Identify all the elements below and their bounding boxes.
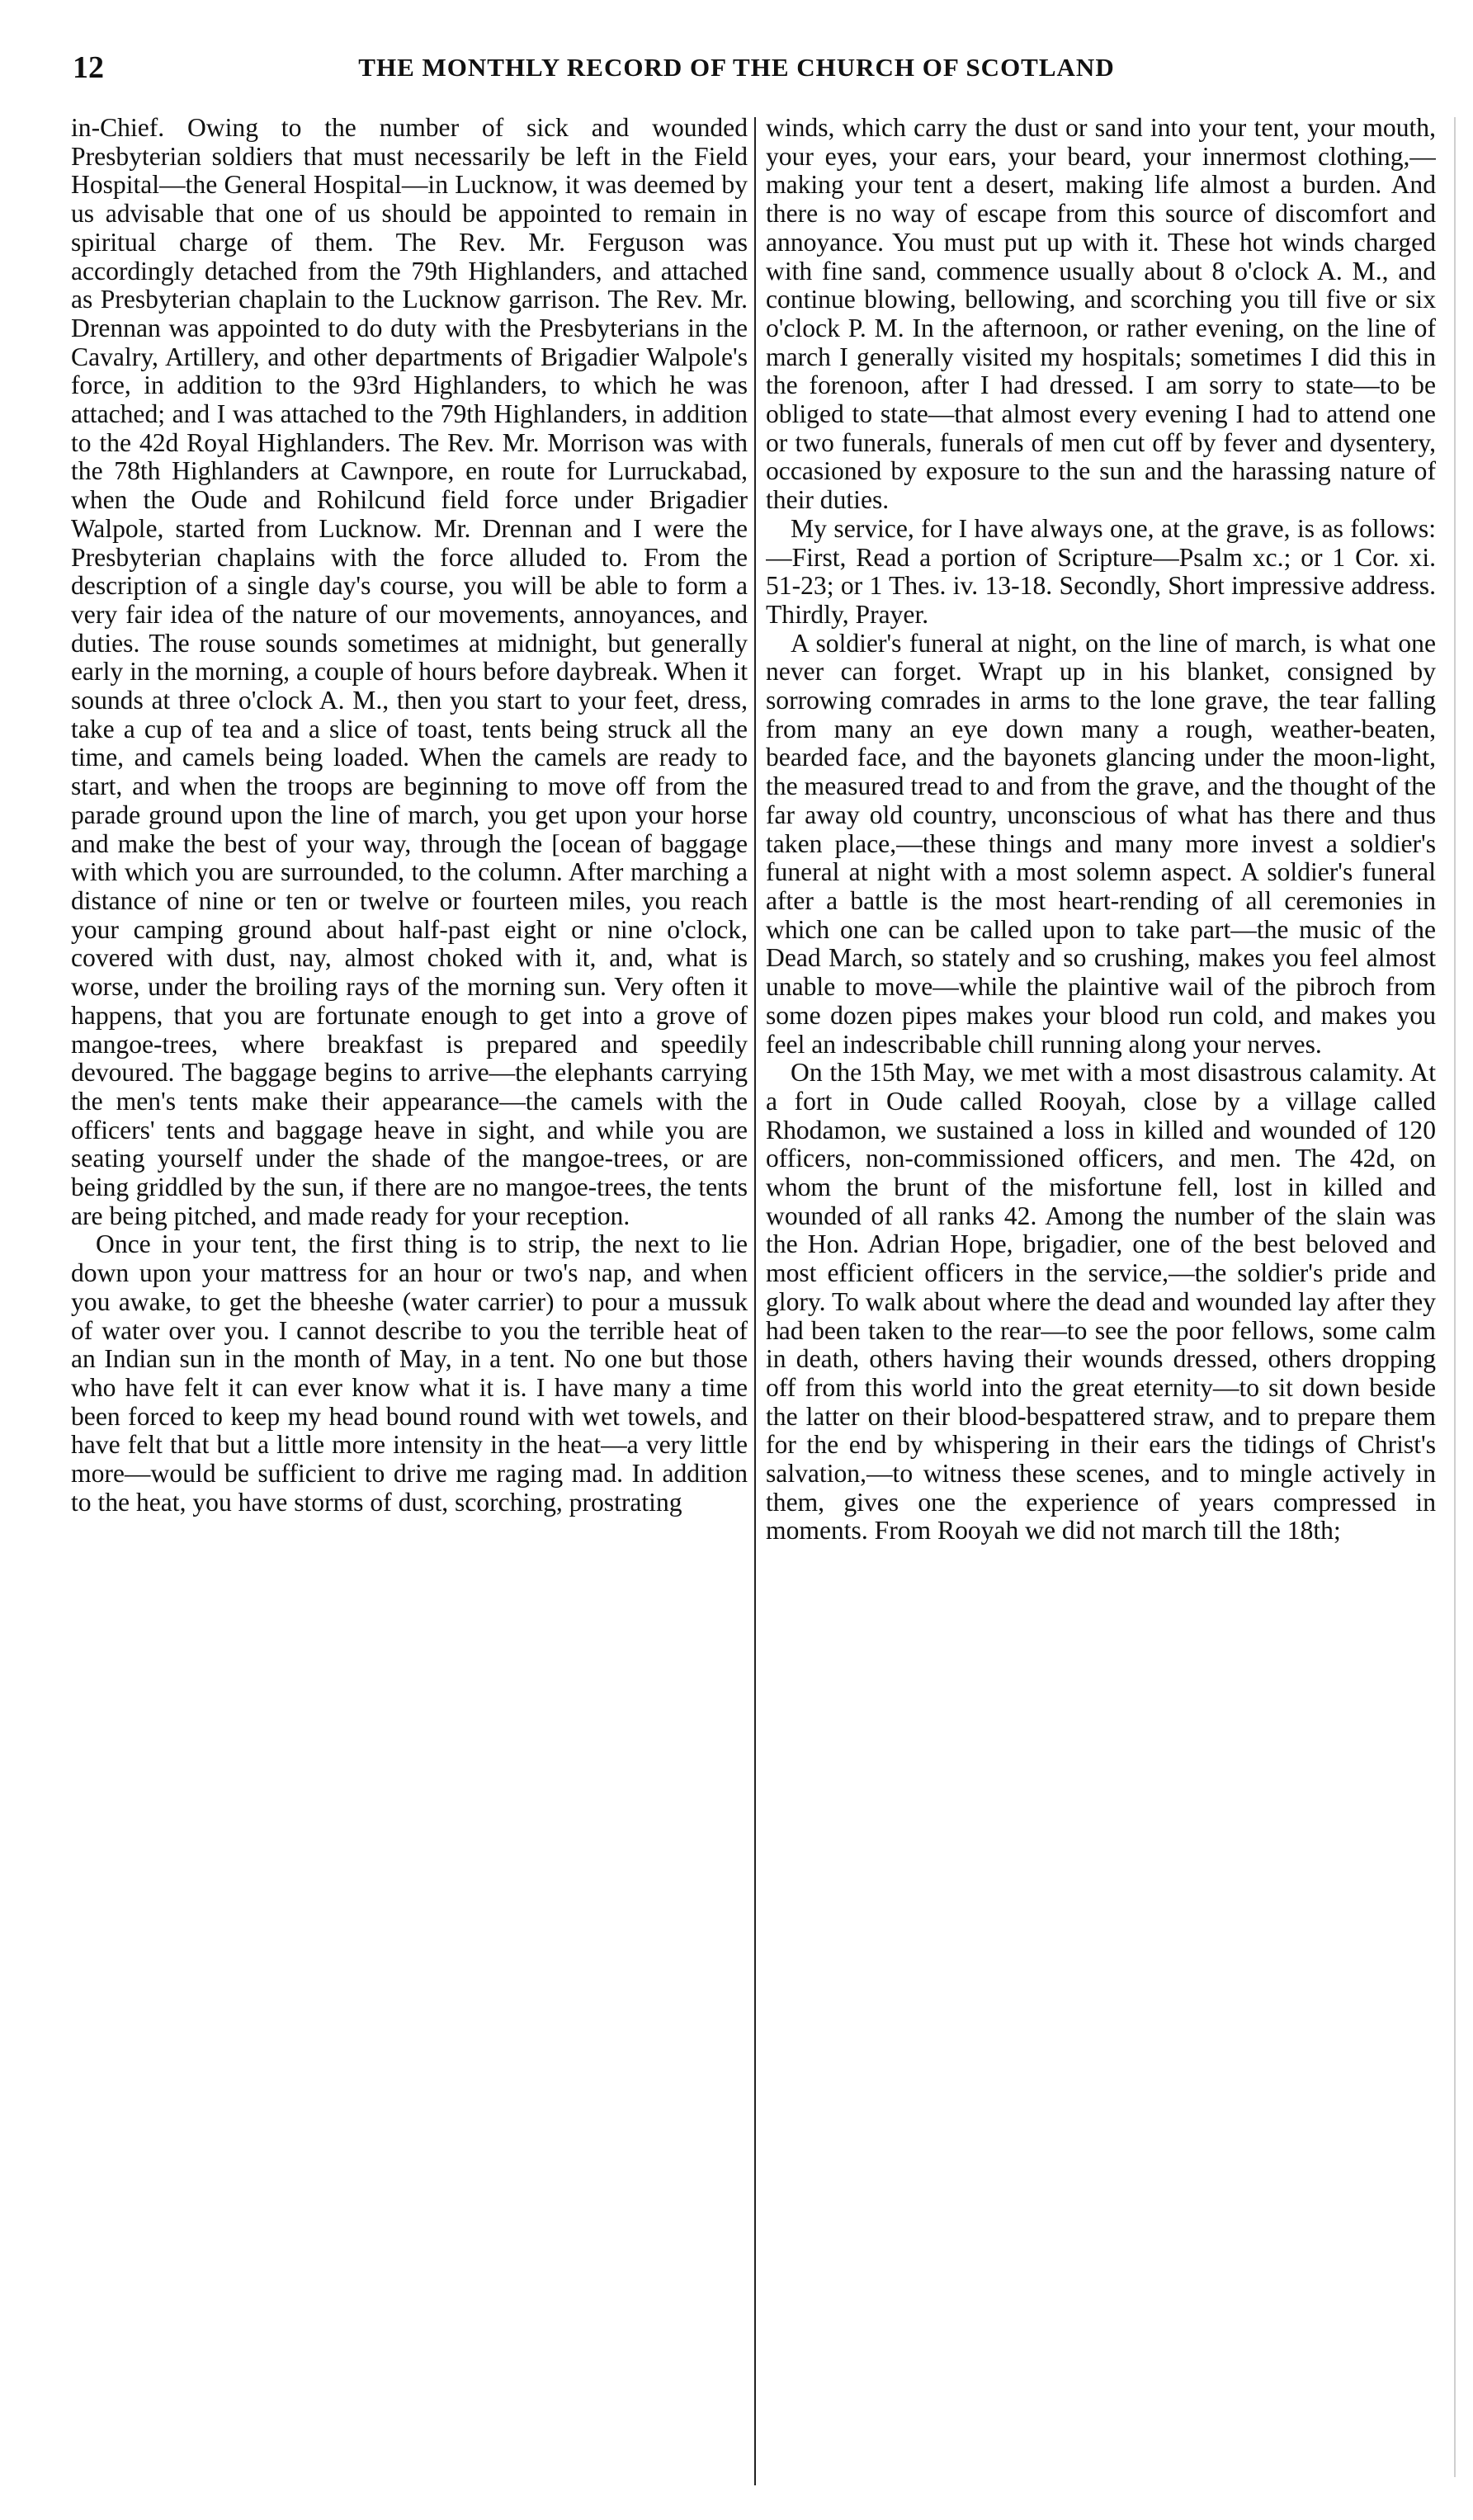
column-divider xyxy=(754,117,756,2485)
running-title: THE MONTHLY RECORD OF THE CHURCH OF SCOTLAND xyxy=(358,53,1115,82)
page-number: 12 xyxy=(73,50,104,85)
paragraph: Once in your tent, the first thing is to strip, the next to lie down upon your mattress for an hour or two's nap, and when you awake, to get the bheeshe (water carrier) to pour a mussuk of water over you. I cannot describe to you the terrible heat of an Indian sun in the month of May, in a tent. No one but those who have felt it can ever know what it is. I have many a time been forced to keep my head bound round with wet towels, and have felt that but a little more intensity in the heat—a very little more—would be sufficient to drive me raging mad. In addition to the heat, you have storms of dust, scorching, prostrating xyxy=(71,1229,748,1517)
page-edge-line xyxy=(1454,117,1456,2477)
paragraph: My service, for I have always one, at the grave, is as follows:—First, Read a portion of Scripture—Psalm xc.; or 1 Cor. xi. 51-23; or 1 Thes. iv. 13-18. Secondly, Short impressive address. Thirdly, Prayer. xyxy=(766,513,1436,629)
paragraph: winds, which carry the dust or sand into your tent, your mouth, your eyes, your ears, your beard, your innermost clothing,—making your tent a desert, making life almost a burden. And there is no way of escape from this source of discomfort and annoyance. You must put up with it. These hot winds charged with fine sand, commence usually about 8 o'clock A. M., and continue blowing, bellowing, and scorching you till five or six o'clock P. M. In the afternoon, or rather evening, on the line of march I generally visited my hospitals; sometimes I did this in the forenoon, after I had dressed. I am sorry to state—to be obliged to state—that almost every evening I had to attend one or two funerals, funerals of men cut off by fever and dysentery, occasioned by exposure to the sun and the harassing nature of their duties. xyxy=(766,114,1436,515)
left-column xyxy=(71,114,748,2490)
paragraph: On the 15th May, we met with a most disastrous calamity. At a fort in Oude called Rooyah, close by a village called Rhodamon, we sustained a loss in killed and wounded of 120 officers, non-commissioned officers, and men. The 42d, on whom the brunt of the misfortune fell, lost in killed and wounded of all ranks 42. Among the number of the slain was the Hon. Adrian Hope, brigadier, one of the best beloved and most efficient officers in the service,—the soldier's pride and glory. To walk about where the dead and wounded lay after they had been taken to the rear—to see the poor fellows, some calm in death, others having their wounds dressed, others dropping off from this world into the great eternity—to sit down beside the latter on their blood-bespattered straw, and to prepare them for the end by whispering in their ears the tidings of Christ's salvation,—to witness these scenes, and to mingle actively in them, gives one the experience of years compressed in moments. From Rooyah we did not march till the 18th; xyxy=(766,1058,1436,1546)
page-header xyxy=(50,45,1423,94)
paragraph: in-Chief. Owing to the number of sick and wounded Presbyterian soldiers that must necessarily be left in the Field Hospital—the General Hospital—in Lucknow, it was deemed by us advisable that one of us should be appointed to remain in spiritual charge of them. The Rev. Mr. Ferguson was accordingly detached from the 79th Highlanders, and attached as Presbyterian chaplain to the Lucknow garrison. The Rev. Mr. Drennan was appointed to do duty with the Presbyterians in the Cavalry, Artillery, and other departments of Brigadier Walpole's force, in addition to the 93rd Highlanders, to which he was attached; and I was attached to the 79th Highlanders, in addition to the 42d Royal Highlanders. The Rev. Mr. Morrison was with the 78th Highlanders at Cawnpore, en route for Lurruckabad, when the Oude and Rohilcund field force under Brigadier Walpole, started from Lucknow. Mr. Drennan and I were the Presbyterian chaplains with the force alluded to. From the description of a single day's course, you will be able to form a very fair idea of the nature of our movements, annoyances, and duties. The rouse sounds sometimes at midnight, but generally early in the morning, a couple of hours before daybreak. When it sounds at three o'clock A. M., then you start to your feet, dress, take a cup of tea and a slice of toast, tents being struck all the time, and camels being loaded. When the camels are ready to start, and when the troops are beginning to move off from the parade ground upon the line of march, you get upon your horse and make the best of your way, through the [ocean of baggage with which you are surrounded, to the column. After marching a distance of nine or ten or twelve or fourteen miles, you reach your camping ground about half-past eight or nine o'clock, covered with dust, nay, almost choked with it, and, what is worse, under the broiling rays of the morning sun. Very often it happens, that you are fortunate enough to get into a grove of mangoe-trees, where breakfast is prepared and speedily devoured. The baggage begins to arrive—the elephants carrying the men's tents make their appearance—the camels with the officers' tents and baggage heave in sight, and while you are seating yourself under the shade of the mangoe-trees, or are being griddled by the sun, if there are no mangoe-trees, the tents are being pitched, and made ready for your reception. xyxy=(71,114,748,1230)
right-column xyxy=(766,114,1436,2490)
paragraph: A soldier's funeral at night, on the line of march, is what one never can forget. Wrapt up in his blanket, consigned by sorrowing comrades in arms to the lone grave, the tear falling from many an eye down many a rough, weather-beaten, bearded face, and the bayonets glancing under the moon-light, the measured tread to and from the grave, and the thought of the far away old country, unconscious of what has there and thus taken place,—these things and many more invest a soldier's funeral at night with a most solemn aspect. A soldier's funeral after a battle is the most heart-rending of all ceremonies in which one can be called upon to take part—the music of the Dead March, so stately and so crushing, makes you feel almost unable to move—while the plaintive wail of the pibroch from some dozen pipes makes your blood run cold, and makes you feel an indescribable chill running along your nerves. xyxy=(766,628,1436,1059)
